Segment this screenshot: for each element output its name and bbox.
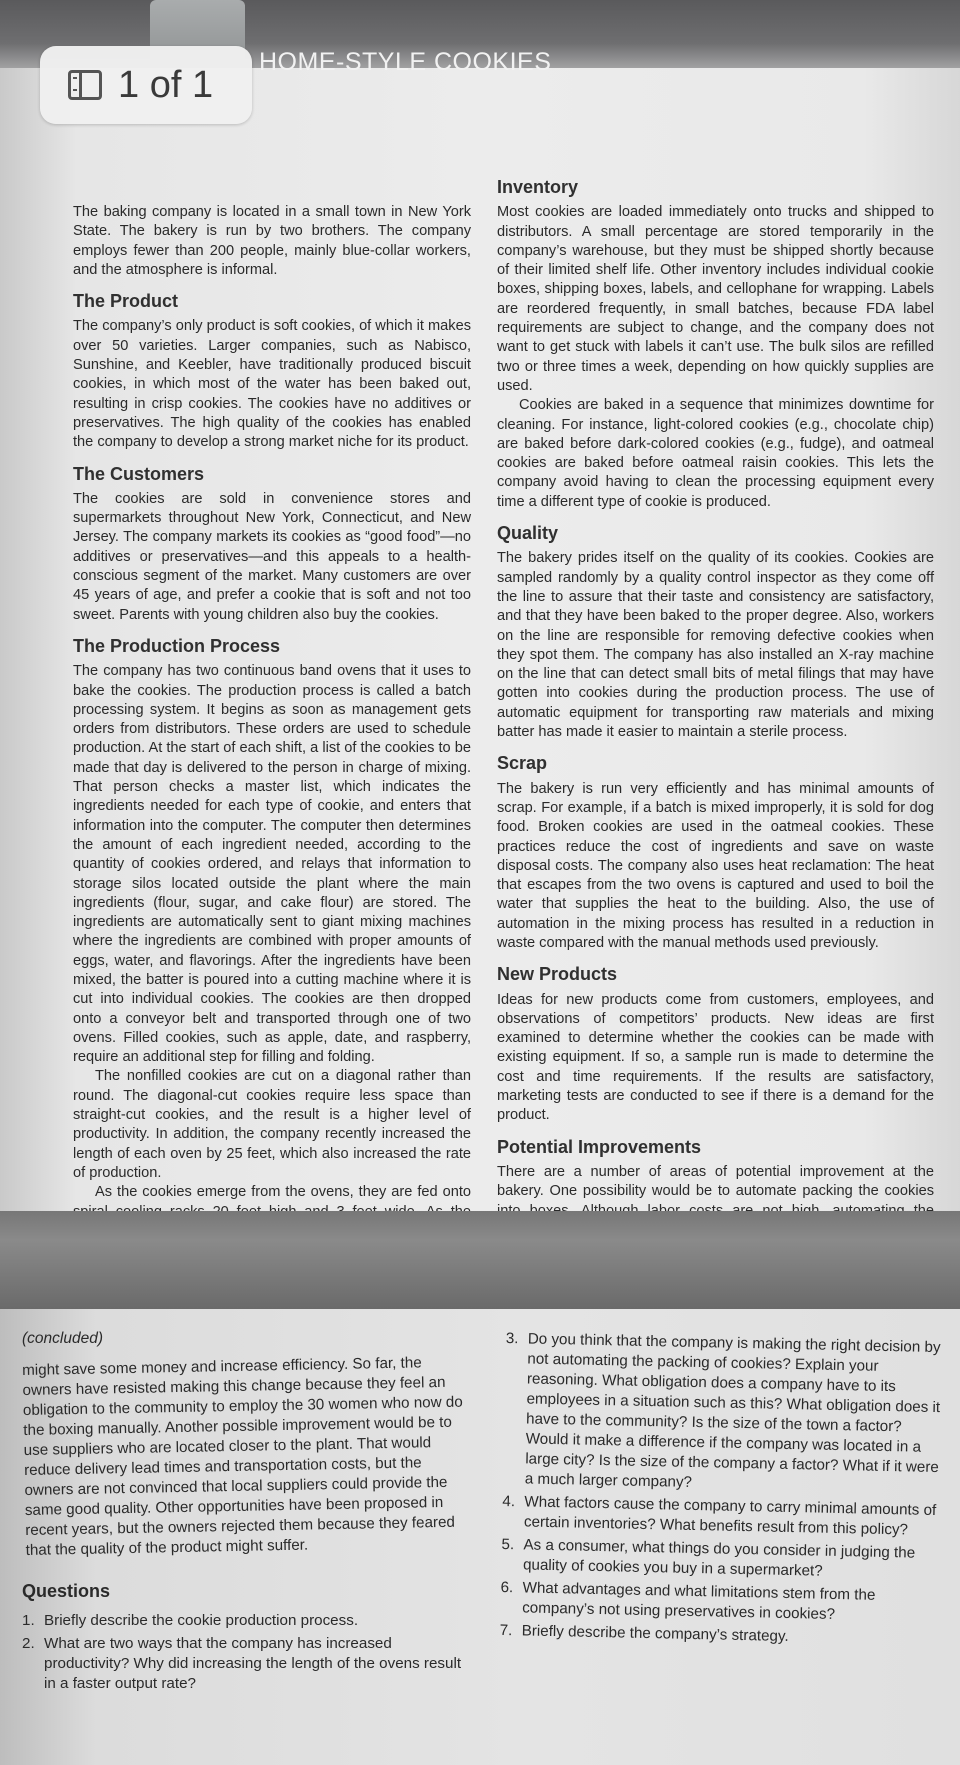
photo-gap-band (0, 1211, 960, 1309)
left-column (73, 203, 471, 1299)
book-page-1 (0, 68, 960, 1211)
question-text: What are two ways that the company has increased productivity? Why did increasing the length of the ovens result in a faster output rate? (44, 1635, 462, 1692)
heading-new-products: New Products (497, 964, 618, 985)
question-text: Briefly describe the company’s strategy. (521, 1622, 789, 1645)
question-number: 3. (505, 1329, 519, 1348)
question-item (500, 1578, 941, 1627)
right-column (497, 178, 934, 1252)
question-text: What factors cause the company to carry minimal amounts of certain inventories? What benefits result from this policy? (523, 1493, 937, 1539)
question-text: Briefly describe the cookie production process. (44, 1612, 359, 1629)
page-count: 1 of 1 (118, 63, 214, 106)
scrap-paragraph: The bakery is run very efficiently and has minimal amounts of scrap. For example, if a batch is mixed improperly, it is sold for dog food. Broken cookies are used in the oatmeal cookies. These practices reduce the cost of ingredients and save on waste disposal costs. The company also uses heat reclamation: The heat that escapes from the two ovens is captured and used to boil the water that supplies the heat to the building. Also, the use of automation in the mixing process has resulted in a reduction in waste compared with the manual methods used previously. (497, 780, 934, 951)
production-paragraph-3: As the cookies emerge from the ovens, they are fed onto (95, 1184, 471, 1201)
question-number: 6. (500, 1578, 514, 1597)
question-item (22, 1611, 467, 1631)
inventory-paragraph-2: Cookies are baked in a sequence that minimizes downtime for cleaning. For instance, light-colored cookies (e.g., chocolate chip) are baked before dark-colored cookies (e.g., fudge), and oatmeal cookies are baked before oatmeal raisin cookies. This lets the company avoid having to clean the processing equipment every time a different type of cookie is produced. (497, 397, 934, 510)
question-number: 2. (22, 1635, 35, 1652)
new-products-paragraph: Ideas for new products come from customers, employees, and observations of competitors’ products. New ideas are first examined to determine whether the cookies can be made with existing equipment. If so, a sample run is made to determine the cost and time requirements. If the results are satisfactory, marketing tests are conducted to see if there is a demand for the product. (497, 991, 934, 1124)
questions-list-left (22, 1611, 467, 1694)
question-text: As a consumer, what things do you consider in judging the quality of cookies you buy in a supermarket? (522, 1536, 916, 1580)
book-header-title: HOME-STYLE COOKIES (259, 48, 552, 76)
heading-inventory: Inventory (497, 177, 579, 197)
intro-paragraph: The baking company is located in a small town in New York State. The bakery is run by two brothers. The company employs fewer than 200 people, mainly blue-collar workers, and the atmosphere is informal. (73, 204, 471, 278)
quality-paragraph: The bakery prides itself on the quality of its cookies. Cookies are sampled randomly by a quality control inspector as they come off the line to assure that their taste and consistency are satisfactory, and that they have been baked to the proper degree. Also, workers on the line are responsible for removing defective cookies when they spot them. The company has also installed an X-ray machine on the line that can detect small bits of metal filings that may have gotten into cookies during the production process. The use of automatic equipment for transporting raw materials and mixing batter has made it easier to maintain a sterile process. (497, 550, 934, 741)
question-item (503, 1329, 946, 1498)
production-paragraph-1: The company has two continuous band ovens that it uses to bake the cookies. The production process is called a batch processing system. It begins as soon as management gets orders from distributors. These orders are used to schedule production. At the start of each shift, a list of the cookies to be made that day is delivered to the person in charge of mixing. That person checks a master list, which indicates the ingredients needed for each type of cookie, and enters that information into the computer. The computer then determines the amount of each ingredient needed, according to the quantity of cookies ordered, and relays that information to storage silos located outside the plant where the main ingredients (flour, sugar, and cake flour) are stored. The ingredients are automatically sent to giant mixing machines where the ingredients are combined with proper amounts of eggs, water, and flavorings. After the ingredients have been mixed, the batter is poured into a cutting machine where it is cut into individual cookies. The cookies are then dropped onto a conveyor belt and transported through one of two ovens. Filled cookies, such as apple, date, and raspberry, require an additional step for filling and folding. (73, 663, 471, 1066)
question-number: 7. (499, 1621, 513, 1640)
question-text: Do you think that the company is making the right decision by not automating the packing of cookies? Explain your reasoning. What obligation does a company have to its employees in a situation such as this? What obligation does it have to the community? Is the size of the town a factor? Would it make a difference if the company was located in a large city? Is the size of the company a factor? What if it were a much larger company? (524, 1330, 941, 1491)
production-paragraph-2: The nonfilled cookies are cut on a diagonal rather than round. The diagonal-cut cookies require less space than straight-cut cookies, and the result is a higher level of productivity. In addition, the company recently increased the length of each oven by 25 feet, which also increased the rate of production. (73, 1068, 471, 1181)
pages-icon (68, 70, 102, 100)
page-indicator[interactable] (40, 46, 252, 124)
page2-right-column (499, 1329, 946, 1653)
question-text: What advantages and what limitations stem from the company’s not using preservatives in cookies? (521, 1579, 876, 1623)
question-number: 1. (22, 1612, 35, 1629)
improvements-paragraph: There are a number of areas of potential improvement at the bakery. One possibility would be to automate packing the cookies (497, 1163, 934, 1200)
heading-product: The Product (73, 291, 179, 312)
question-item (22, 1634, 467, 1694)
question-item (501, 1535, 942, 1584)
book-page-2 (0, 1309, 960, 1765)
heading-customers: The Customers (73, 463, 205, 484)
concluded-label: (concluded) (22, 1330, 103, 1347)
question-item (502, 1492, 943, 1541)
heading-scrap: Scrap (497, 753, 548, 774)
inventory-paragraph-1: Most cookies are loaded immediately onto trucks and shipped to distributors. A small percentage are stored temporarily in the company’s warehouse, but they must be shipped shortly because of their limited shelf life. Other inventory includes individual cookie boxes, shipping boxes, labels, and cellophane for wrapping. Labels are reordered frequently, in small batches, because FDA label requirements are subject to change, and the company does not want to get stuck with labels it can’t use. The bulk silos are refilled two or three times a week, depending on how quickly supplies are used. (497, 204, 934, 394)
question-number: 4. (502, 1492, 516, 1511)
question-number: 5. (501, 1535, 515, 1554)
heading-questions: Questions (22, 1581, 111, 1601)
customers-paragraph: The cookies are sold in convenience stores and supermarkets throughout New York, Connecticut, and New Jersey. The company markets its cookies as “good food”—no additives or preservatives—and this appeals to a health-conscious segment of the market. Many customers are over 45 years of age, and prefer a cookie that is soft and not too sweet. Parents with young children also buy the cookies. (73, 490, 471, 623)
product-paragraph: The company’s only product is soft cookies, of which it makes over 50 varieties. Larger companies, such as Nabisco, Sunshine, and Keebler, have traditionally produced biscuit cookies, in which most of the water has been baked out, resulting in crisp cookies. The cookies have no additives or preservatives. The high quality of the cookies has enabled the company to develop a strong market niche for its product. (73, 318, 471, 451)
continuation-paragraph: might save some money and increase efficiency. So far, the owners have resisted making this change because they feel an obligation to the community to employ the 30 women who now do the boxing manually. Another possible improvement would be to use suppliers who are located closer to the plant. That would reduce delivery lead times and transportation costs, but the owners are not convinced that local suppliers could provide the same good quality. Other opportunities have been proposed in recent years, but the owners rejected them because they feared that the quality of the product might suffer. (22, 1354, 463, 1559)
questions-list-right (499, 1329, 945, 1650)
heading-production: The Production Process (73, 635, 281, 656)
page2-left-column (22, 1329, 467, 1697)
heading-quality: Quality (497, 523, 559, 544)
heading-potential-improvements: Potential Improvements (497, 1136, 702, 1157)
